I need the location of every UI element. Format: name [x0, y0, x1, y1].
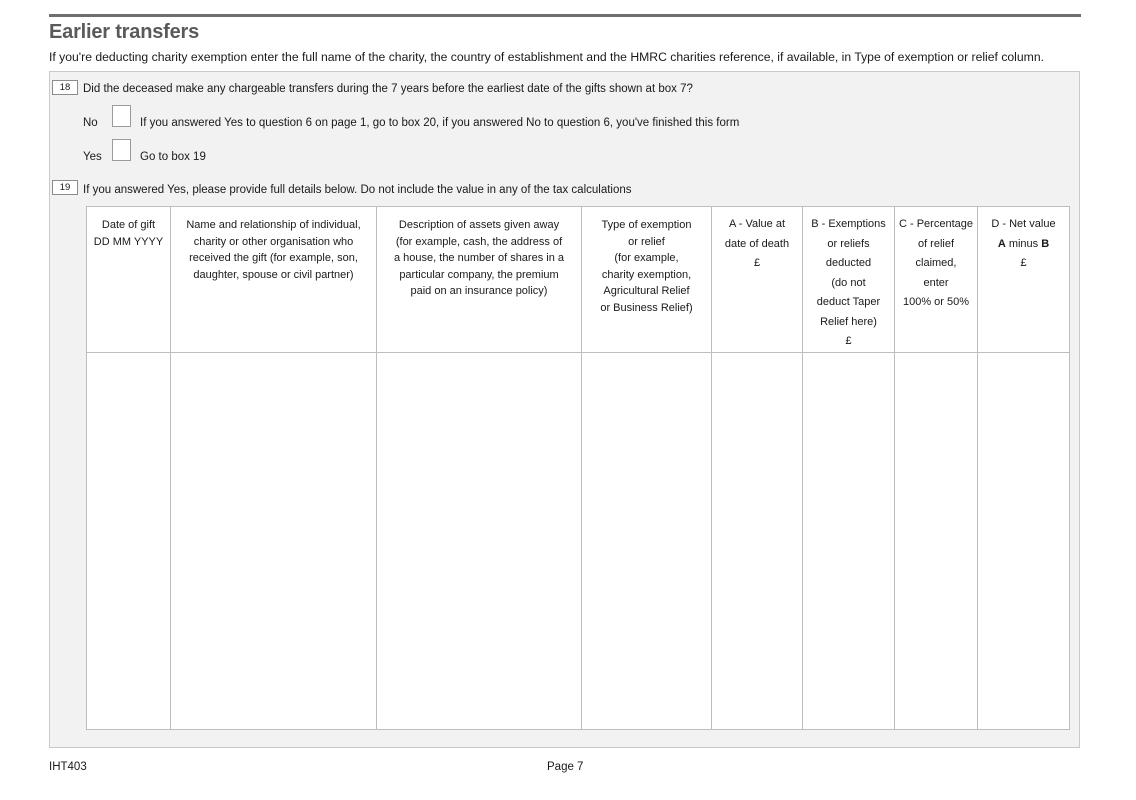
- cell-net-value[interactable]: [978, 353, 1070, 730]
- header-value-at-death: A - Value at date of death £: [712, 207, 803, 353]
- cell-description[interactable]: [377, 353, 582, 730]
- form-code: IHT403: [49, 761, 87, 773]
- no-instruction: If you answered Yes to question 6 on page 1, go to box 20, if you answered No to question 6, you've finished this form: [140, 117, 740, 129]
- question-18-text: Did the deceased make any chargeable transfers during the 7 years before the earliest date of the gifts shown at box 7?: [83, 83, 693, 95]
- question-19-text: If you answered Yes, please provide full details below. Do not include the value in any of the tax calculations: [83, 184, 632, 196]
- header-date-of-gift: Date of gift DD MM YYYY: [87, 207, 171, 353]
- section-intro: If you're deducting charity exemption enter the full name of the charity, the country of establishment and the HMRC charities reference, if available, in Type of exemption or relief column.: [49, 50, 1044, 64]
- header-recipient: Name and relationship of individual, charity or other organisation who received the gift (for example, son, daughter, spouse or civil partner): [171, 207, 377, 353]
- yes-instruction: Go to box 19: [140, 151, 206, 163]
- earlier-transfers-table: [86, 206, 1070, 730]
- box-number-19: 19: [52, 180, 78, 195]
- cell-exemptions-deducted[interactable]: [803, 353, 895, 730]
- cell-exemption-type[interactable]: [582, 353, 712, 730]
- cell-date-of-gift[interactable]: [87, 353, 171, 730]
- page-number: Page 7: [547, 761, 584, 773]
- box-number-18: 18: [52, 80, 78, 95]
- section-title: Earlier transfers: [49, 21, 200, 43]
- header-percentage-relief: C - Percentage of relief claimed, enter 100% or 50%: [895, 207, 978, 353]
- header-description: Description of assets given away (for example, cash, the address of a house, the number of shares in a particular company, the premium paid on an insurance policy): [377, 207, 582, 353]
- table-header-row: [87, 207, 1070, 353]
- header-exemption-type: Type of exemption or relief (for example, charity exemption, Agricultural Relief or Business Relief): [582, 207, 712, 353]
- header-net-value: D - Net value A minus B £: [978, 207, 1070, 353]
- no-checkbox[interactable]: [112, 105, 131, 127]
- yes-checkbox[interactable]: [112, 139, 131, 161]
- yes-label: Yes: [83, 151, 102, 163]
- cell-recipient[interactable]: [171, 353, 377, 730]
- cell-percentage-relief[interactable]: [895, 353, 978, 730]
- cell-value-at-death[interactable]: [712, 353, 803, 730]
- no-label: No: [83, 117, 98, 129]
- top-rule: [49, 14, 1081, 17]
- table-row: [87, 353, 1070, 730]
- header-exemptions-deducted: B - Exemptions or reliefs deducted (do not deduct Taper Relief here) £: [803, 207, 895, 353]
